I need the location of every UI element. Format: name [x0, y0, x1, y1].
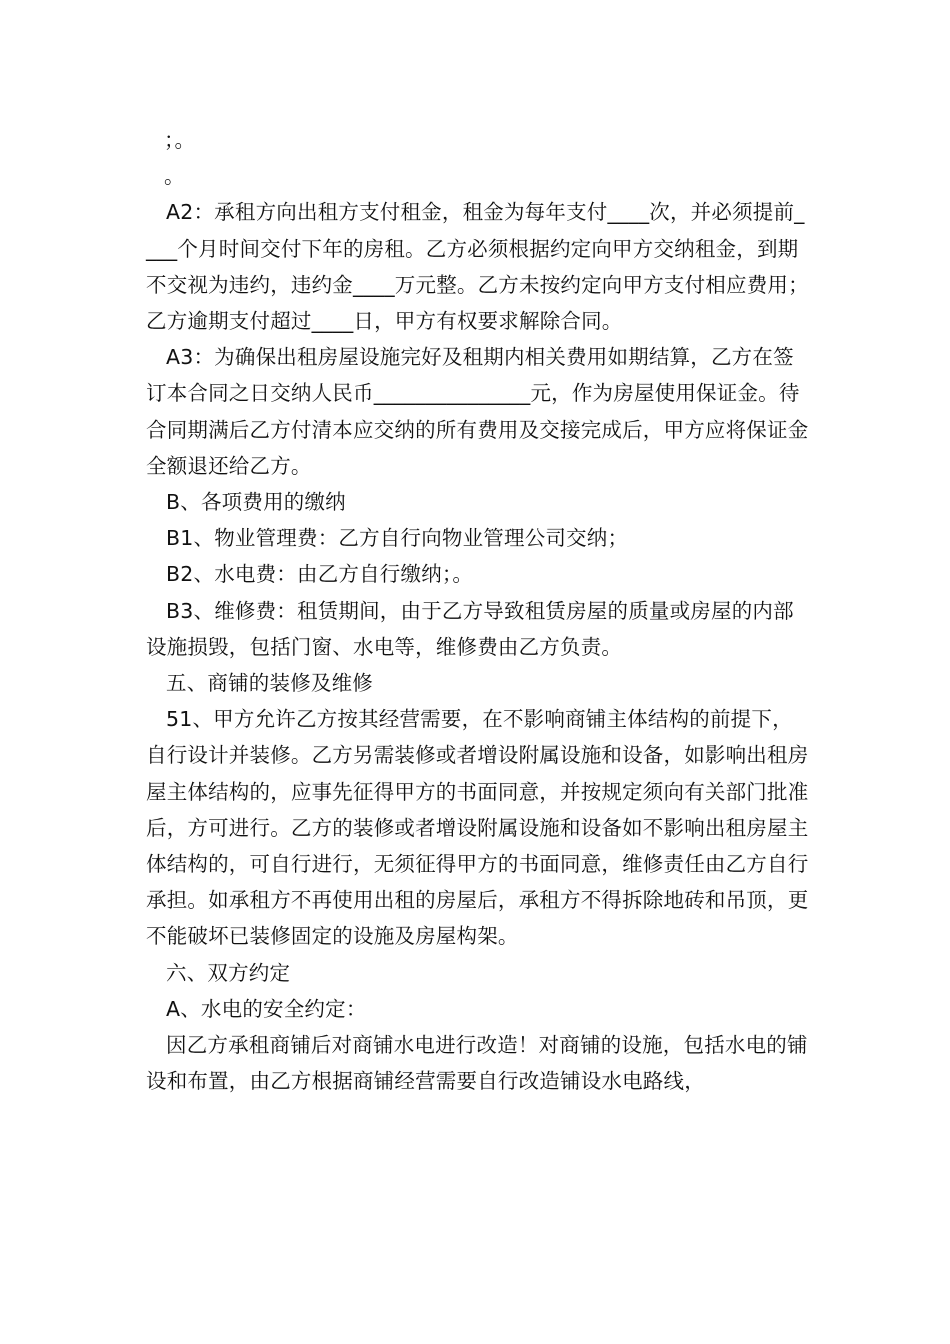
paragraph-b3-maintenance: B3、维修费：租赁期间，由于乙方导致租赁房屋的质量或房屋的内部设施损毁，包括门窗、水电等，维修费由乙方负责。 — [146, 598, 794, 659]
document-body — [146, 122, 812, 1099]
paragraph-b1-property-fee: B1、物业管理费：乙方自行向物业管理公司交纳； — [166, 526, 629, 551]
heading-a-utilities-safety: A、水电的安全约定： — [166, 996, 367, 1021]
heading-section-six: 六、双方约定 — [166, 960, 291, 985]
paragraph-punctuation-1: ；。 — [164, 128, 196, 152]
heading-section-five: 五、商铺的装修及维修 — [166, 671, 373, 696]
paragraph-a2-rent-payment: A2：承租方向出租方支付租金，租金为每年支付____次，并必须提前____个月时间交付下年的房租。乙方必须根据约定向甲方交纳租金，到期不交视为违约，违约金____万元整。乙方未按约定向甲方支付相应费用；乙方逾期支付超过____日，甲方有权要求解除合同。 — [146, 200, 809, 334]
paragraph-51-renovation: 51、甲方允许乙方按其经营需要，在不影响商铺主体结构的前提下，自行设计并装修。乙方另需装修或者增设附属设施和设备，如影响出租房屋主体结构的，应事先征得甲方的书面同意，并按规定须向有关部门批准后，方可进行。乙方的装修或者增设附属设施和设备如不影响出租房屋主体结构的，可自行进行，无须征得甲方的书面同意，维修责任由乙方自行承担。如承租方不再使用出租的房屋后，承租方不得拆除地砖和吊顶，更不能破坏已装修固定的设施及房屋构架。 — [146, 707, 809, 949]
paragraph-punctuation-2: 。 — [164, 164, 185, 189]
paragraph-b2-utilities: B2、水电费：由乙方自行缴纳；。 — [166, 562, 474, 587]
paragraph-a3-deposit: A3：为确保出租房屋设施完好及租期内相关费用如期结算，乙方在签订本合同之日交纳人民币_______________元，作为房屋使用保证金。待合同期满后乙方付清本应交纳的所有费用及交接完成后，甲方应将保证金全额退还给乙方。 — [146, 345, 809, 478]
paragraph-utilities-modification: 因乙方承租商铺后对商铺水电进行改造！对商铺的设施，包括水电的铺设和布置，由乙方根据商铺经营需要自行改造铺设水电路线， — [146, 1033, 808, 1094]
heading-b-fees: B、各项费用的缴纳 — [166, 490, 346, 515]
